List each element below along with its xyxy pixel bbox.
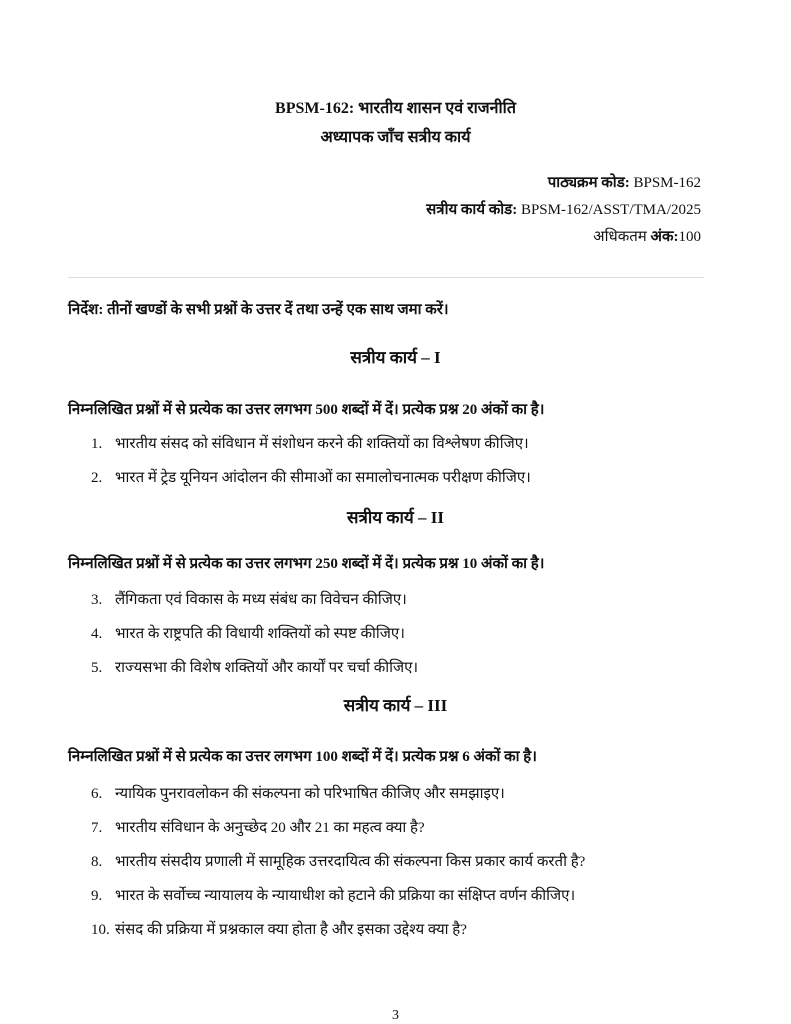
question-item xyxy=(91,885,575,905)
document-title: BPSM-162: भारतीय शासन एवं राजनीति xyxy=(275,100,516,117)
max-marks-prefix: अधिकतम xyxy=(593,229,651,245)
assignment-code-value: BPSM-162/ASST/TMA/2025 xyxy=(517,202,701,218)
question-text: भारत में ट्रेड यूनियन आंदोलन की सीमाओं का समालोचनात्मक परीक्षण कीजिए। xyxy=(115,470,531,486)
question-item xyxy=(91,817,425,837)
question-text: भारत के सर्वोच्च न्यायालय के न्यायाधीश को हटाने की प्रक्रिया का संक्षिप्त वर्णन कीजिए। xyxy=(115,888,576,904)
question-item xyxy=(91,623,405,643)
question-number: 8. xyxy=(91,854,103,870)
question-text: भारतीय संसदीय प्रणाली में सामूहिक उत्तरदायित्व की संकल्पना किस प्रकार कार्य करती है? xyxy=(115,854,586,870)
max-marks-value: 100 xyxy=(678,229,701,245)
document-subtitle: अध्यापक जाँच सत्रीय कार्य xyxy=(320,129,471,146)
max-marks-label: अंक: xyxy=(650,229,679,245)
question-number: 10. xyxy=(91,922,110,938)
question-text: भारत के राष्ट्रपति की विधायी शक्तियों को स्पष्ट कीजिए। xyxy=(115,626,405,642)
assignment-code-label: सत्रीय कार्य कोड: xyxy=(426,202,518,218)
section-directive: निम्नलिखित प्रश्नों में से प्रत्येक का उत्तर लगभग 500 शब्दों में दें। प्रत्येक प्रश्न 20 अंकों का है। xyxy=(68,402,545,418)
question-number: 2. xyxy=(91,470,103,486)
course-code-value: BPSM-162 xyxy=(629,175,701,191)
question-number: 7. xyxy=(91,820,103,836)
section-heading: सत्रीय कार्य – II xyxy=(347,508,444,527)
question-number: 1. xyxy=(91,436,103,452)
course-code-label: पाठ्यक्रम कोड: xyxy=(547,175,630,191)
question-text: भारतीय संसद को संविधान में संशोधन करने की शक्तियों का विश्लेषण कीजिए। xyxy=(115,436,529,452)
max-marks xyxy=(593,226,701,246)
section-heading: सत्रीय कार्य – I xyxy=(350,348,441,367)
question-number: 9. xyxy=(91,888,103,904)
question-number: 4. xyxy=(91,626,103,642)
question-item xyxy=(91,467,531,487)
assignment-code xyxy=(426,199,701,219)
question-text: राज्यसभा की विशेष शक्तियों और कार्यों पर चर्चा कीजिए। xyxy=(115,660,419,676)
page-number: 3 xyxy=(392,1008,399,1023)
question-item xyxy=(91,433,529,453)
question-number: 3. xyxy=(91,592,103,608)
question-text: भारतीय संविधान के अनुच्छेद 20 और 21 का महत्व क्या है? xyxy=(115,820,425,836)
question-text: लैंगिकता एवं विकास के मध्य संबंध का विवेचन कीजिए। xyxy=(115,592,407,608)
question-item xyxy=(91,657,418,677)
question-item xyxy=(91,783,505,803)
question-item xyxy=(91,851,585,871)
question-text: न्यायिक पुनरावलोकन की संकल्पना को परिभाषित कीजिए और समझाइए। xyxy=(115,786,505,802)
question-number: 6. xyxy=(91,786,103,802)
section-heading: सत्रीय कार्य – III xyxy=(343,696,448,715)
instructions: निर्देश: तीनों खण्डों के सभी प्रश्नों के उत्तर दें तथा उन्हें एक साथ जमा करें। xyxy=(68,302,449,318)
course-code xyxy=(548,172,701,192)
question-item xyxy=(91,589,407,609)
question-item xyxy=(91,919,467,939)
section-directive: निम्नलिखित प्रश्नों में से प्रत्येक का उत्तर लगभग 100 शब्दों में दें। प्रत्येक प्रश्न 6 अंकों का है। xyxy=(68,749,537,765)
section-directive: निम्नलिखित प्रश्नों में से प्रत्येक का उत्तर लगभग 250 शब्दों में दें। प्रत्येक प्रश्न 10 अंकों का है। xyxy=(68,556,545,572)
question-number: 5. xyxy=(91,660,103,676)
divider xyxy=(68,277,704,278)
question-text: संसद की प्रक्रिया में प्रश्नकाल क्या होता है और इसका उद्देश्य क्या है? xyxy=(115,922,467,938)
